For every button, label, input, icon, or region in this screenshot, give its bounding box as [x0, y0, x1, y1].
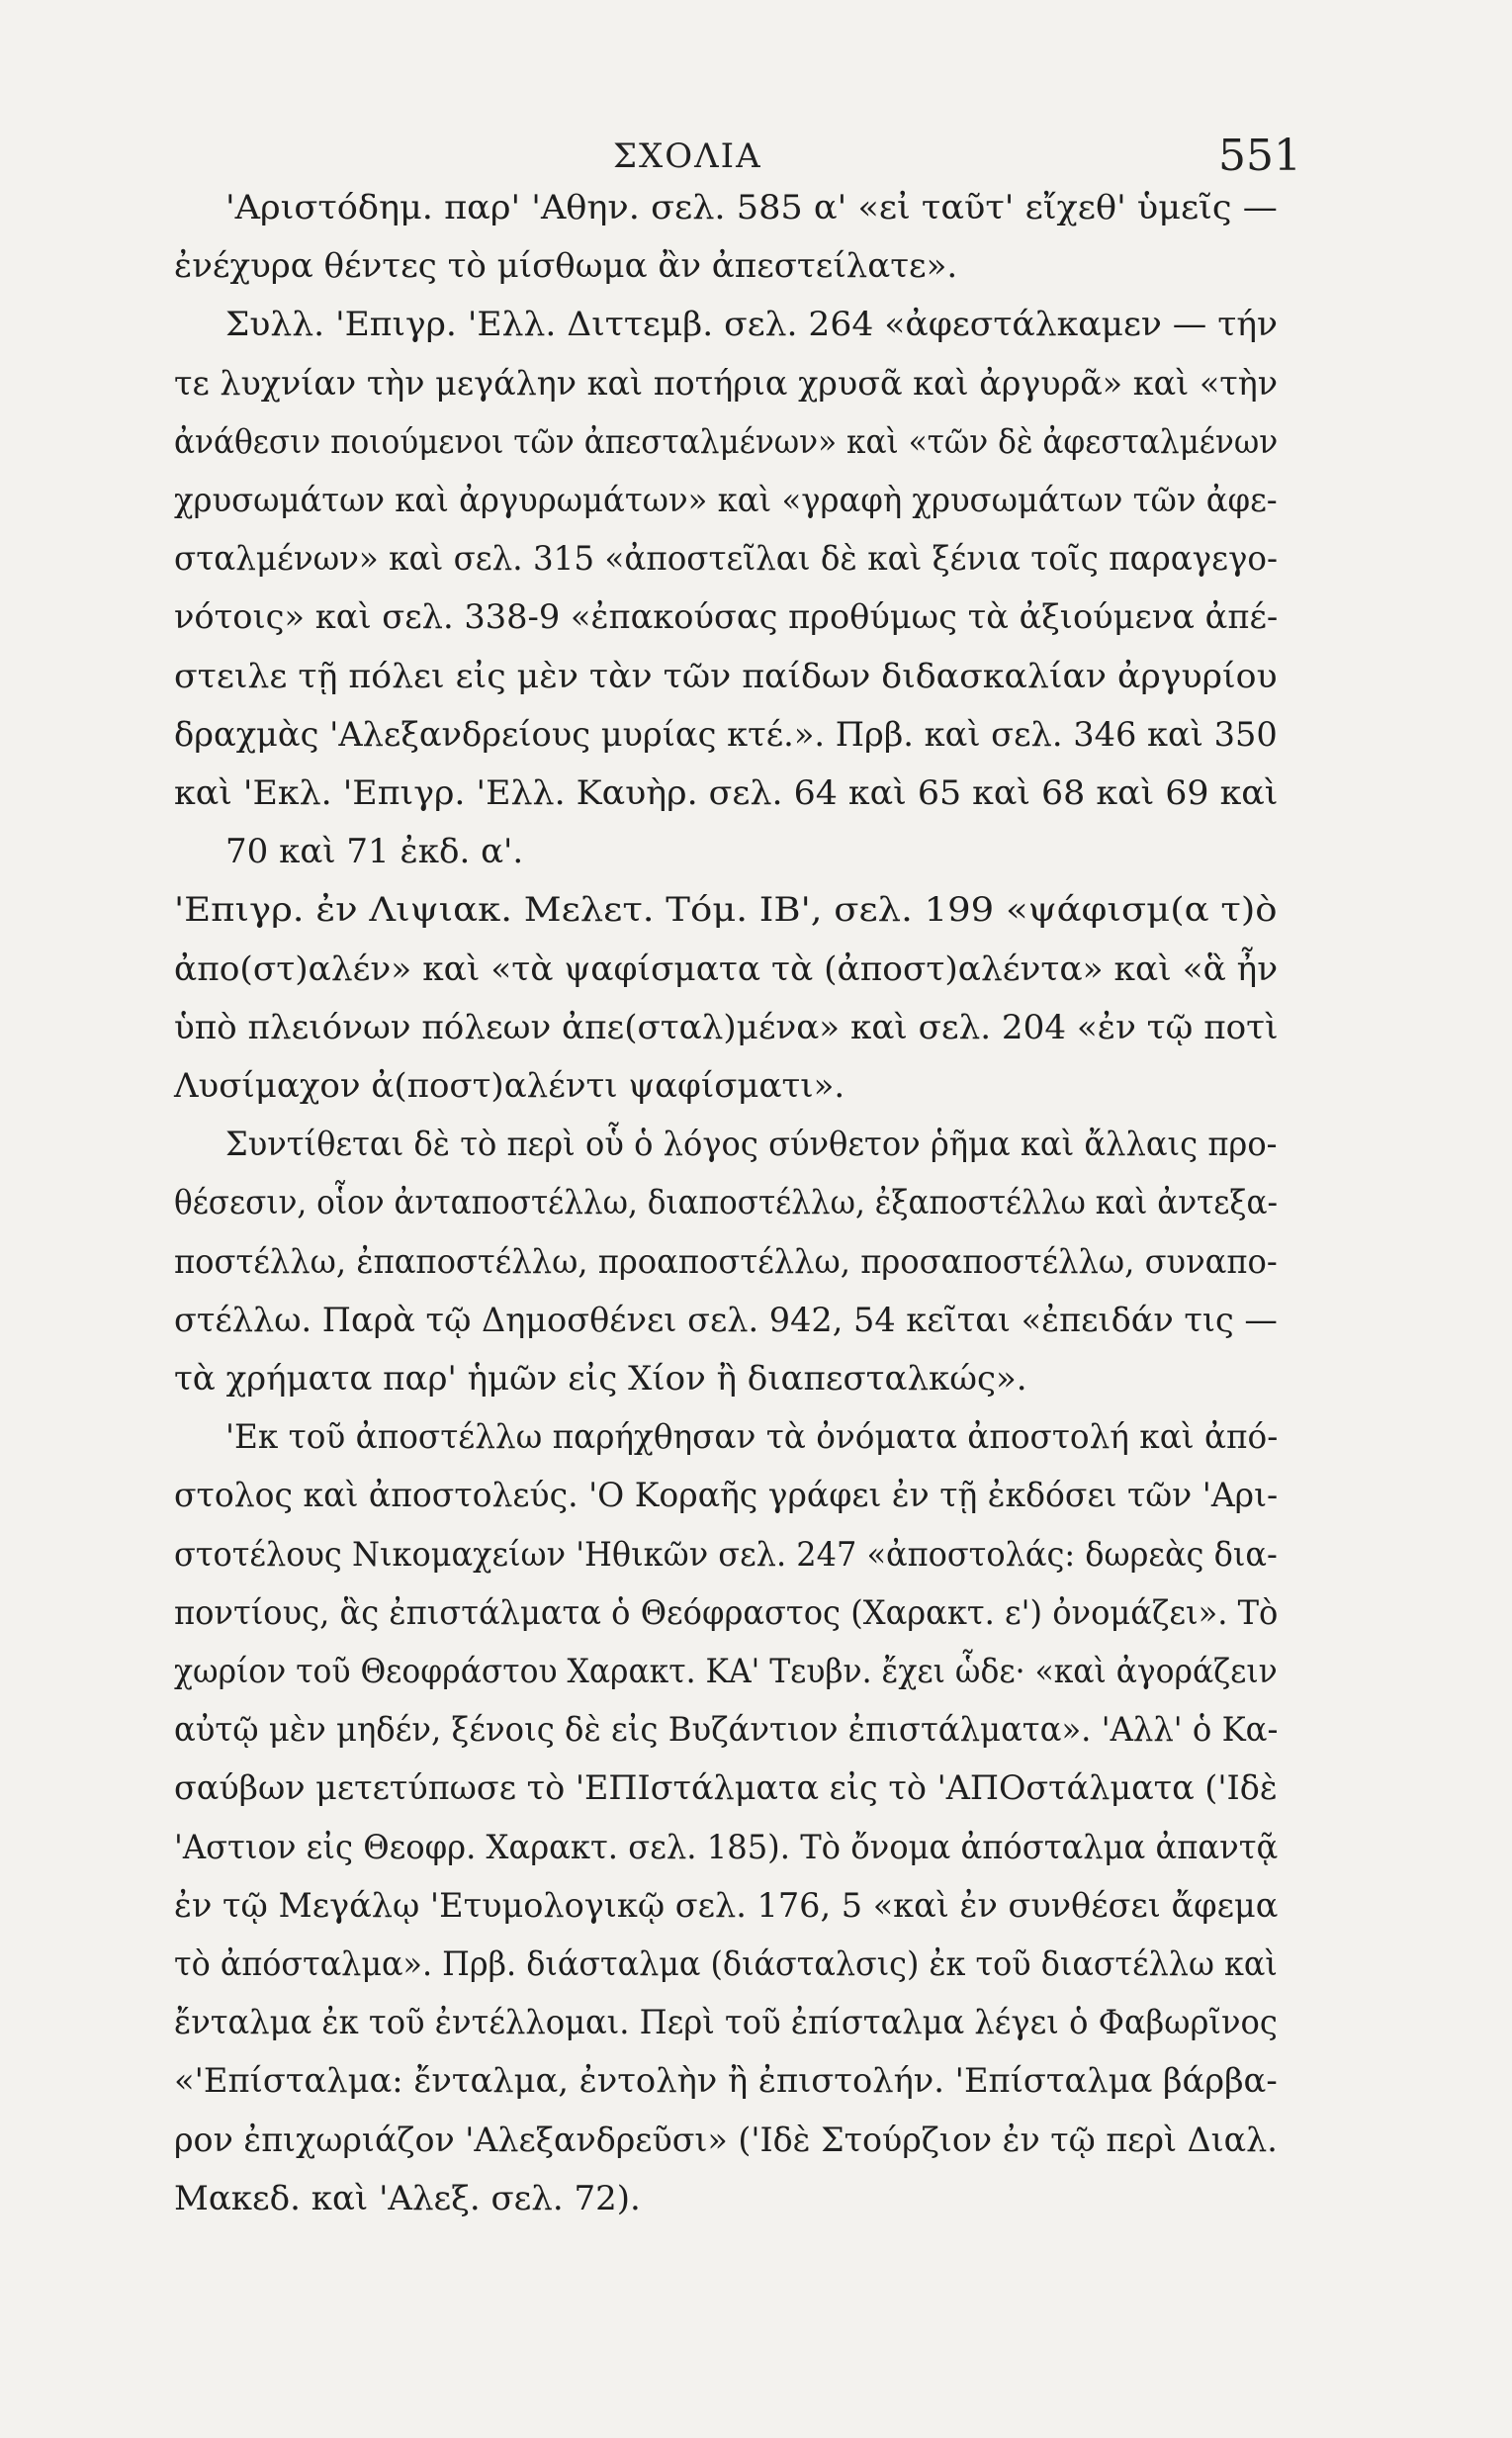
text-line-17: Συντίθεται δὲ τὸ περὶ οὗ ὁ λόγος σύνθετον ῥῆμα καὶ ἄλλαις προ- — [225, 1125, 1278, 1165]
text-line-26: χωρίον τοῦ Θεοφράστου Χαρακτ. ΚΑ' Τευβν. ἔχει ὧδε· «καὶ ἀγοράζειν — [174, 1652, 1278, 1691]
text-line-29: 'Αστιον εἰς Θεοφρ. Χαρακτ. σελ. 185). Τὸ ὄνομα ἀπόσταλμα ἀπαντᾷ — [174, 1827, 1279, 1867]
text-line-10: δραχμὰς 'Αλεξανδρείους μυρίας κτέ.». Πρβ. καὶ σελ. 346 καὶ 350 — [174, 714, 1278, 755]
text-line-22: 'Εκ τοῦ ἀποστέλλω παρήχθησαν τὰ ὀνόματα ἀποστολή καὶ ἀπό- — [225, 1417, 1279, 1458]
text-line-14: ἀπο(στ)αλέν» καὶ «τὰ ψαφίσματα τὰ (ἀποστ)αλέντα» καὶ «ἃ ἦν — [174, 948, 1279, 989]
text-line-19: ποστέλλω, ἐπαποστέλλω, προαποστέλλω, προσαποστέλλω, συναπο- — [174, 1241, 1278, 1282]
running-head — [0, 131, 1512, 190]
page-title: ΣΧΟΛΙΑ — [613, 136, 762, 176]
text-line-1: 'Αριστόδημ. παρ' 'Αθην. σελ. 585 α' «εἰ ταῦτ' εἴχεθ' ὑμεῖς — — [225, 188, 1278, 227]
text-line-5: ἀνάθεσιν ποιούμενοι τῶν ἀπεσταλμένων» καὶ «τῶν δὲ ἀφεσταλμένων — [174, 421, 1279, 462]
text-line-35: Μακεδ. καὶ 'Αλεξ. σελ. 72). — [174, 2178, 641, 2218]
text-line-21: τὰ χρήματα παρ' ἡμῶν εἰς Χίον ἢ διαπεσταλκώς». — [174, 1359, 1027, 1399]
text-line-16: Λυσίμαχον ἀ(ποστ)αλέντι ψαφίσματι». — [174, 1066, 845, 1106]
text-line-30: ἐν τῷ Μεγάλῳ 'Ετυμολογικῷ σελ. 176, 5 «καὶ ἐν συνθέσει ἄφεμα — [174, 1885, 1279, 1926]
text-line-11: καὶ 'Εκλ. 'Επιγρ. 'Ελλ. Καυὴρ. σελ. 64 καὶ 65 καὶ 68 καὶ 69 καὶ — [174, 773, 1279, 813]
text-line-4: τε λυχνίαν τὴν μεγάλην καὶ ποτήρια χρυσᾶ καὶ ἀργυρᾶ» καὶ «τὴν — [174, 363, 1279, 404]
text-line-12: 70 καὶ 71 ἐκδ. α'. — [225, 832, 524, 872]
text-line-8: νότοις» καὶ σελ. 338-9 «ἐπακούσας προθύμως τὰ ἀξιούμενα ἀπέ- — [174, 597, 1279, 638]
text-line-27: αὐτῷ μὲν μηδέν, ξένοις δὲ εἰς Βυζάντιον ἐπιστάλματα». 'Αλλ' ὁ Κα- — [174, 1710, 1279, 1751]
text-line-13: 'Επιγρ. ἐν Λιψιακ. Μελετ. Τόμ. ΙΒ', σελ. 199 «ψάφισμ(α τ)ὸ — [174, 890, 1278, 931]
text-line-6: χρυσωμάτων καὶ ἀργυρωμάτων» καὶ «γραφὴ χρυσωμάτων τῶν ἀφε- — [174, 481, 1278, 520]
text-line-18: θέσεσιν, οἷον ἀνταποστέλλω, διαποστέλλω, ἐξαποστέλλω καὶ ἀντεξα- — [174, 1183, 1278, 1223]
text-line-32: ἔνταλμα ἐκ τοῦ ἐντέλλομαι. Περὶ τοῦ ἐπίσταλμα λέγει ὁ Φαβωρῖνος — [174, 2003, 1278, 2043]
text-line-20: στέλλω. Παρὰ τῷ Δημοσθένει σελ. 942, 54 κεῖται «ἐπειδάν τις — — [174, 1300, 1278, 1340]
text-line-31: τὸ ἀπόσταλμα». Πρβ. διάσταλμα (διάσταλσις) ἐκ τοῦ διαστέλλω καὶ — [174, 1944, 1278, 1984]
text-line-33: «'Επίσταλμα: ἔνταλμα, ἐντολὴν ἢ ἐπιστολήν. 'Επίσταλμα βάρβα- — [174, 2061, 1278, 2102]
text-line-23: στολος καὶ ἀποστολεύς. 'Ο Κοραῆς γράφει ἐν τῇ ἐκδόσει τῶν 'Αρι- — [174, 1476, 1279, 1516]
text-line-15: ὑπὸ πλειόνων πόλεων ἀπε(σταλ)μένα» καὶ σελ. 204 «ἐν τῷ ποτὶ — [174, 1007, 1279, 1047]
text-line-34: ρον ἐπιχωριάζον 'Αλεξανδρεῦσι» ('Ιδὲ Στούρζιον ἐν τῷ περὶ Διαλ. — [174, 2120, 1278, 2160]
text-line-24: στοτέλους Νικομαχείων 'Ηθικῶν σελ. 247 «ἀποστολάς: δωρεὰς δια- — [174, 1534, 1278, 1575]
text-line-25: ποντίους, ἃς ἐπιστάλματα ὁ Θεόφραστος (Χαρακτ. ε') ὀνομάζει». Τὸ — [174, 1592, 1279, 1633]
text-line-3: Συλλ. 'Επιγρ. 'Ελλ. Διττεμβ. σελ. 264 «ἀφεστάλκαμεν — τήν — [225, 305, 1279, 345]
page-number: 551 — [1218, 131, 1301, 181]
text-line-28: σαύβων μετετύπωσε τὸ 'ΕΠΙστάλματα εἰς τὸ 'ΑΠΟστάλματα ('Ιδὲ — [174, 1768, 1278, 1809]
text-line-9: στειλε τῇ πόλει εἰς μὲν τὰν τῶν παίδων διδασκαλίαν ἀργυρίου — [174, 656, 1278, 696]
text-line-7: σταλμένων» καὶ σελ. 315 «ἀποστεῖλαι δὲ καὶ ξένια τοῖς παραγεγο- — [174, 539, 1279, 580]
text-line-2: ἐνέχυρα θέντες τὸ μίσθωμα ἂν ἀπεστείλατε». — [174, 246, 958, 287]
